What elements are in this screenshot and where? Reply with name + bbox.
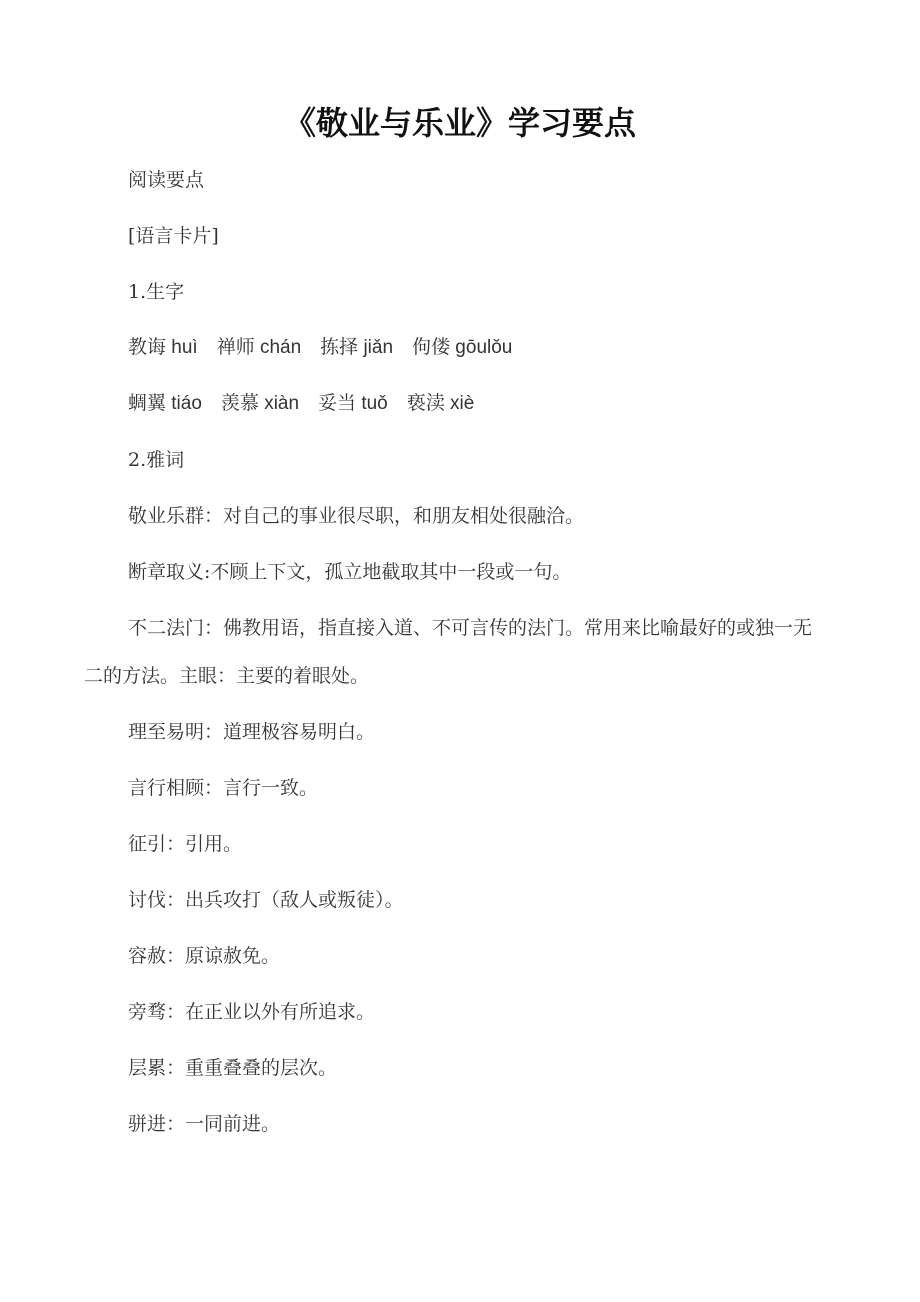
definition-duanzhang-quyi: 断章取义:不顾上下文，孤立地截取其中一段或一句。 bbox=[128, 561, 572, 583]
definition-buer-famen: 不二法门：佛教用语，指直接入道、不可言传的法门。常用来比喻最好的或独一无二的方法。主眼：主要的着眼处。 bbox=[84, 617, 813, 687]
section-heading-reading-points: 阅读要点 bbox=[128, 169, 205, 191]
subheading-elegant-words: 2.雅词 bbox=[128, 449, 185, 471]
subheading-new-characters: 1.生字 bbox=[128, 281, 185, 303]
vocab-line-2: 蜩翼 tiáo 羡慕 xiàn 妥当 tuǒ 亵渎 xiè bbox=[128, 393, 475, 414]
section-heading-language-card: [语言卡片] bbox=[128, 225, 219, 247]
definition-lizhi-yiming: 理至易明：道理极容易明白。 bbox=[128, 721, 376, 743]
vocab-line-1: 教诲 huì 禅师 chán 拣择 jiǎn 佝偻 gōulǒu bbox=[128, 337, 513, 358]
document-title: 《敬业与乐业》学习要点 bbox=[283, 104, 636, 142]
definition-pangwu: 旁骛：在正业以外有所追求。 bbox=[128, 1001, 376, 1023]
definition-zhengyin: 征引：引用。 bbox=[128, 833, 243, 855]
definition-yanxing-xianggu: 言行相顾：言行一致。 bbox=[128, 777, 319, 799]
definition-cenglei: 层累：重重叠叠的层次。 bbox=[128, 1057, 338, 1079]
definition-taofa: 讨伐：出兵攻打（敌人或叛徒）。 bbox=[128, 889, 404, 911]
definition-jingye-lequn: 敬业乐群：对自己的事业很尽职，和朋友相处很融洽。 bbox=[128, 505, 585, 527]
definition-pianjin: 骈进：一同前进。 bbox=[128, 1113, 281, 1135]
definition-rongshe: 容赦：原谅赦免。 bbox=[128, 945, 281, 967]
